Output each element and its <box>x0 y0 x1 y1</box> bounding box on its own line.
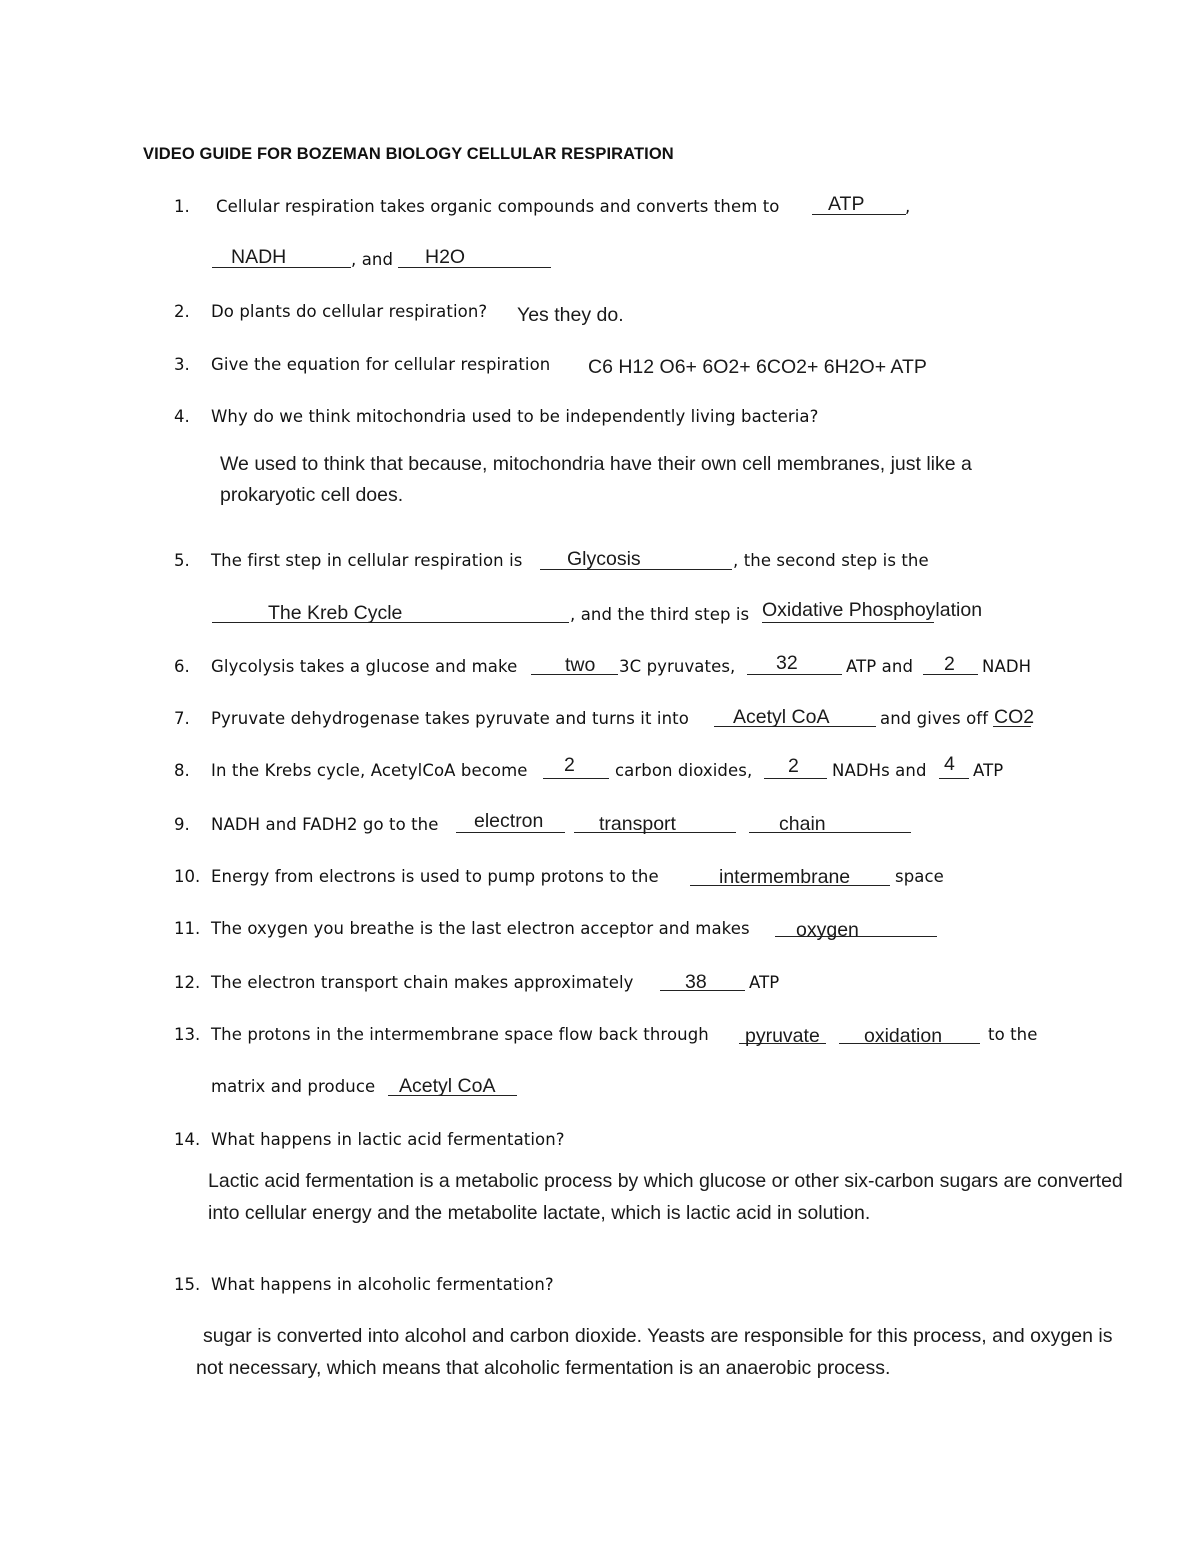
question-number-6: 6. <box>174 657 190 676</box>
answer-3: C6 H12 O6+ 6O2+ 6CO2+ 6H2O+ ATP <box>588 356 927 378</box>
question-13-text-b: to the <box>988 1025 1038 1044</box>
question-14-text: What happens in lactic acid fermentation? <box>211 1130 565 1149</box>
answer-15-line-2: not necessary, which means that alcoholic fermentation is an anaerobic process. <box>196 1357 891 1379</box>
answer-1a: ATP <box>828 193 865 215</box>
answer-12: 38 <box>685 971 707 993</box>
answer-1c: H2O <box>425 246 466 268</box>
blank-line <box>939 778 969 779</box>
question-number-10: 10. <box>174 867 201 886</box>
answer-10: intermembrane <box>719 866 851 888</box>
blank-line <box>543 778 609 779</box>
question-3-text: Give the equation for cellular respiration <box>211 355 551 374</box>
question-2-text: Do plants do cellular respiration? <box>211 302 488 321</box>
question-5-text-b: , the second step is the <box>733 551 929 570</box>
blank-line <box>762 622 934 623</box>
answer-6c: 2 <box>944 653 955 675</box>
blank-line <box>749 832 911 833</box>
question-1-text: Cellular respiration takes organic compounds and converts them to <box>216 197 780 216</box>
answer-14-line-2: into cellular energy and the metabolite lactate, which is lactic acid in solution. <box>208 1202 871 1224</box>
answer-6a: two <box>565 654 596 676</box>
question-1-comma: , <box>905 197 911 216</box>
answer-5a: Glycosis <box>567 548 641 570</box>
question-number-14: 14. <box>174 1130 201 1149</box>
question-4-text: Why do we think mitochondria used to be independently living bacteria? <box>211 407 819 426</box>
answer-4-line-2: prokaryotic cell does. <box>220 484 404 506</box>
answer-13c: Acetyl CoA <box>399 1075 496 1097</box>
question-number-3: 3. <box>174 355 190 374</box>
answer-9b: transport <box>599 813 676 835</box>
question-7-text-a: Pyruvate dehydrogenase takes pyruvate and turns it into <box>211 709 689 728</box>
answer-15-line-1: sugar is converted into alcohol and carbon dioxide. Yeasts are responsible for this process, and oxygen is <box>203 1325 1113 1347</box>
question-number-1: 1. <box>174 197 190 216</box>
answer-14-line-1: Lactic acid fermentation is a metabolic process by which glucose or other six-carbon sugars are converted <box>208 1170 1123 1192</box>
question-10-text-b: space <box>895 867 944 886</box>
question-6-text-c: ATP and <box>846 657 914 676</box>
answer-13a: pyruvate <box>745 1025 820 1047</box>
question-12-text-a: The electron transport chain makes approximately <box>211 973 634 992</box>
question-number-8: 8. <box>174 761 190 780</box>
blank-line <box>764 778 827 779</box>
answer-6b: 32 <box>776 652 798 674</box>
question-number-13: 13. <box>174 1025 201 1044</box>
answer-13b: oxidation <box>864 1025 943 1047</box>
question-number-2: 2. <box>174 302 190 321</box>
answer-5c: Oxidative Phosphoylation <box>762 599 983 621</box>
answer-1b: NADH <box>231 246 287 268</box>
answer-7b: CO2 <box>994 706 1035 728</box>
question-8-text-d: ATP <box>973 761 1004 780</box>
worksheet-title: VIDEO GUIDE FOR BOZEMAN BIOLOGY CELLULAR RESPIRATION <box>143 145 674 163</box>
answer-8c: 4 <box>944 753 955 775</box>
question-13-text-c: matrix and produce <box>211 1077 376 1096</box>
question-number-15: 15. <box>174 1275 201 1294</box>
answer-2: Yes they do. <box>517 304 624 326</box>
question-12-text-b: ATP <box>749 973 780 992</box>
question-number-11: 11. <box>174 919 201 938</box>
blank-line <box>398 267 551 268</box>
question-number-5: 5. <box>174 551 190 570</box>
question-number-12: 12. <box>174 973 201 992</box>
question-10-text-a: Energy from electrons is used to pump protons to the <box>211 867 659 886</box>
answer-8a: 2 <box>564 754 575 776</box>
question-8-text-a: In the Krebs cycle, AcetylCoA become <box>211 761 528 780</box>
question-13-text-a: The protons in the intermembrane space flow back through <box>211 1025 709 1044</box>
question-number-4: 4. <box>174 407 190 426</box>
answer-5b: The Kreb Cycle <box>268 602 403 624</box>
answer-4-line-1: We used to think that because, mitochondria have their own cell membranes, just like a <box>220 453 972 475</box>
question-7-text-b: and gives off <box>880 709 989 728</box>
answer-9a: electron <box>474 810 544 832</box>
question-5-text-a: The first step in cellular respiration is <box>211 551 523 570</box>
question-6-text-d: NADH <box>982 657 1032 676</box>
question-number-9: 9. <box>174 815 190 834</box>
question-11-text: The oxygen you breathe is the last electron acceptor and makes <box>211 919 750 938</box>
question-8-text-c: NADHs and <box>832 761 927 780</box>
question-5-text-c: , and the third step is <box>570 605 750 624</box>
question-6-text-b: 3C pyruvates, <box>619 657 736 676</box>
answer-7a: Acetyl CoA <box>733 706 830 728</box>
question-8-text-b: carbon dioxides, <box>615 761 753 780</box>
question-number-7: 7. <box>174 709 190 728</box>
answer-9c: chain <box>779 813 826 835</box>
question-15-text: What happens in alcoholic fermentation? <box>211 1275 554 1294</box>
question-1-and: , and <box>351 250 394 269</box>
answer-11: oxygen <box>796 919 859 941</box>
question-9-text: NADH and FADH2 go to the <box>211 815 439 834</box>
question-6-text-a: Glycolysis takes a glucose and make <box>211 657 518 676</box>
answer-8b: 2 <box>788 755 799 777</box>
